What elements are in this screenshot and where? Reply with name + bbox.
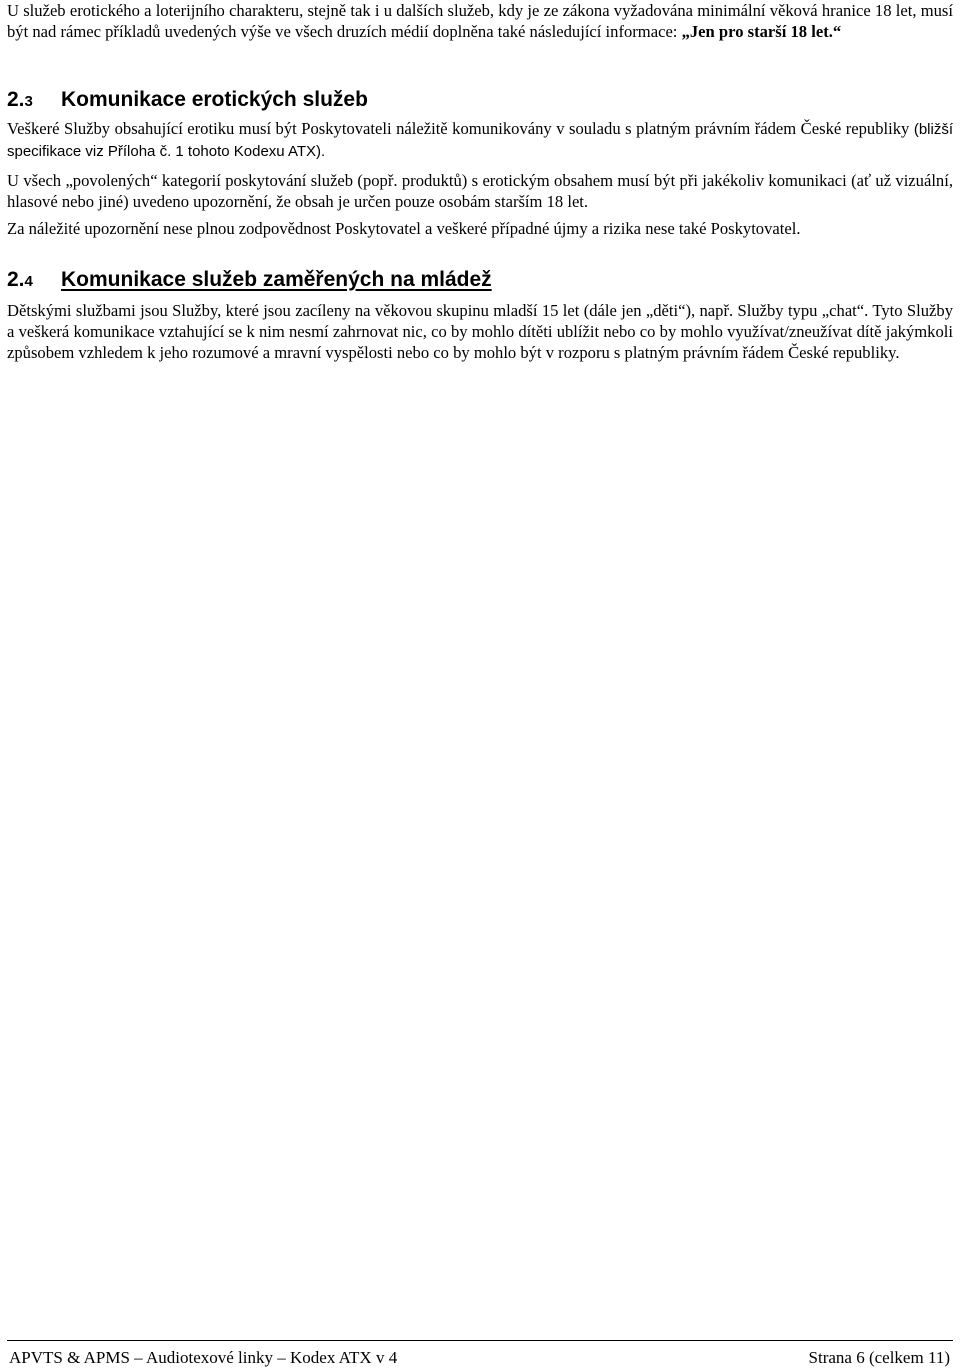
section-2-4-heading	[7, 267, 492, 295]
paragraph-text: Veškeré Služby obsahující erotiku musí být Poskytovateli náležitě komunikovány v souladu s platným právním řádem České republiky	[7, 119, 914, 138]
section-2-4-paragraph-1: Dětskými službami jsou Služby, které jsou zacíleny na věkovou skupinu mladší 15 let (dále jen „děti“), např. Služby typu „chat“. Tyto Služby a veškerá komunikace vztahující se k nim nesmí zahrnovat nic, co by mohlo dítěti ublížit nebo co by mohlo využívat/zneužívat dítě jakýmkoli způsobem vzhledem k jeho rozumové a mravní vyspělosti nebo co by mohlo být v rozporu s platným právním řádem České republiky.	[7, 301, 953, 362]
section-2-3-title: Komunikace erotických služeb	[61, 88, 368, 111]
page-footer	[7, 1340, 953, 1369]
section-2-3-heading	[7, 87, 368, 115]
section-2-4-number: 2.4	[7, 268, 33, 291]
intro-text: U služeb erotického a loterijního charakteru, stejně tak i u dalších služeb, kdy je ze zákona vyžadována minimální věková hranice 18 let, musí být nad rámec příkladů uvedených výše ve všech druzích médií doplněna také následující informace:	[7, 1, 953, 41]
footer-document-title: APVTS & APMS – Audiotexové linky – Kodex ATX v 4	[9, 1348, 398, 1367]
age-notice: „Jen pro starší 18 let.“	[681, 22, 842, 41]
section-2-3-paragraph-1	[7, 118, 953, 162]
intro-paragraph	[7, 0, 953, 42]
section-2-3-paragraph-2: U všech „povolených“ kategorií poskytování služeb (popř. produktů) s erotickým obsahem musí být při jakékoliv komunikaci (ať už vizuální, hlasové nebo jiné) uvedeno upozornění, že obsah je určen pouze osobám starším 18 let.	[7, 171, 953, 211]
section-2-3-number: 2.3	[7, 88, 33, 111]
annex-reference: (bližší specifikace viz Příloha č. 1 tohoto Kodexu ATX).	[7, 121, 953, 160]
section-2-3-paragraph-3: Za náležité upozornění nese plnou zodpovědnost Poskytovatel a veškeré případné újmy a rizika nese také Poskytovatel.	[7, 219, 801, 238]
section-2-4-title: Komunikace služeb zaměřených na mládež	[61, 268, 492, 291]
footer-page-number: Strana 6 (celkem 11)	[808, 1348, 950, 1367]
